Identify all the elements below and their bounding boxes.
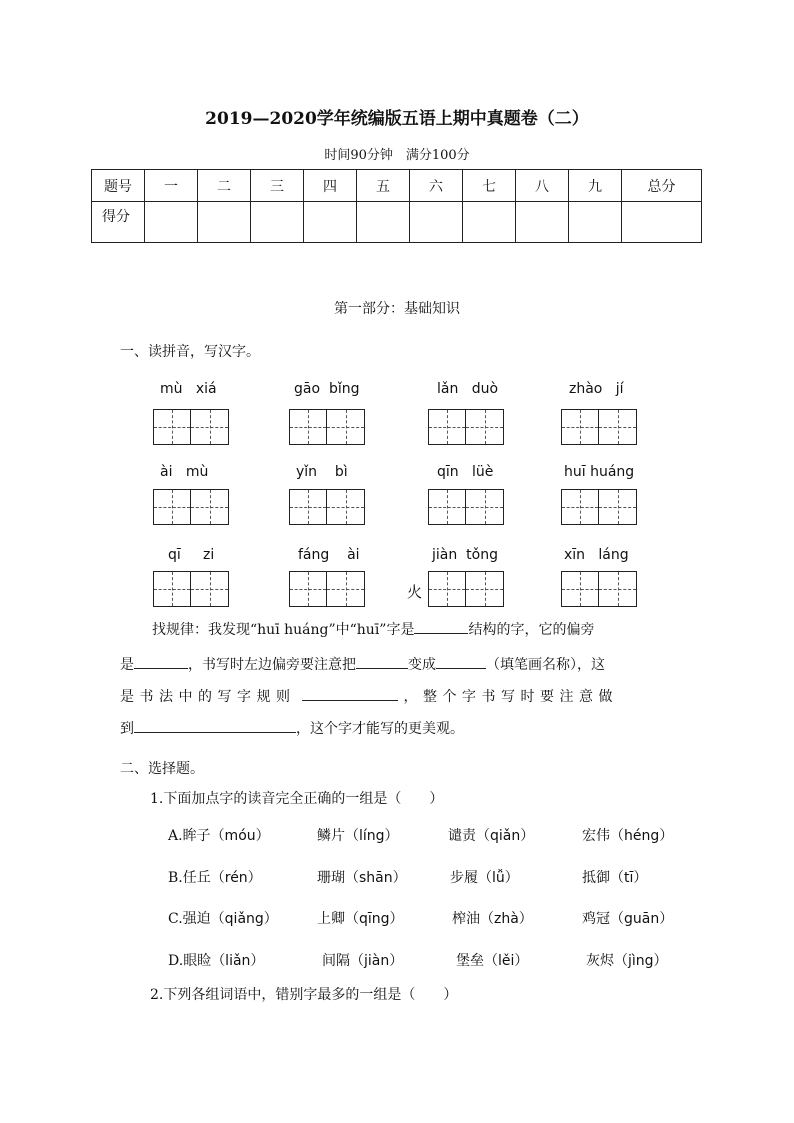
option-c[interactable]: C.强迫（qiǎng） [168, 911, 278, 927]
answer-blank[interactable] [356, 654, 408, 669]
score-header-cell: 五 [357, 170, 410, 202]
score-header-cell: 二 [198, 170, 251, 202]
score-header-cell: 七 [463, 170, 516, 202]
score-cell[interactable] [463, 202, 516, 243]
option-word: 珊瑚（shān） [317, 870, 407, 886]
tianzige-cell[interactable] [327, 409, 365, 445]
tianzige-cell[interactable] [466, 571, 504, 607]
pinyin-label: qīn lüè [437, 464, 494, 480]
score-cell[interactable] [569, 202, 622, 243]
score-cell[interactable] [516, 202, 569, 243]
pinyin-label: jiàn tǒng [432, 547, 498, 563]
tianzige-grid[interactable] [561, 571, 637, 607]
pinyin-label: xīn láng [564, 547, 629, 563]
option-word: 步履（lǚ） [450, 870, 519, 886]
tianzige-grid[interactable] [428, 409, 504, 445]
tianzige-cell[interactable] [153, 409, 191, 445]
score-cell[interactable] [304, 202, 357, 243]
option-word: 堡垒（lěi） [456, 953, 529, 969]
tianzige-grid[interactable] [561, 489, 637, 525]
tianzige-grid[interactable] [153, 489, 229, 525]
tianzige-grid[interactable] [153, 409, 229, 445]
pinyin-label: huī huáng [564, 464, 635, 480]
question-2-1: 1.下面加点字的读音完全正确的一组是（ ） [150, 791, 444, 807]
tianzige-grid[interactable] [153, 571, 229, 607]
pinyin-label: fáng ài [298, 547, 360, 563]
tianzige-cell[interactable] [289, 571, 327, 607]
score-cell[interactable] [145, 202, 198, 243]
option-word: 灰烬（jìng） [586, 953, 668, 969]
answer-blank[interactable] [134, 718, 296, 733]
tianzige-grid[interactable] [428, 489, 504, 525]
option-word: 上卿（qīng） [317, 911, 404, 927]
score-header-cell: 八 [516, 170, 569, 202]
option-word: 间隔（jiàn） [322, 953, 404, 969]
pinyin-label: ài mù [160, 464, 209, 480]
tianzige-cell[interactable] [599, 409, 637, 445]
tianzige-cell[interactable] [561, 409, 599, 445]
tianzige-cell[interactable] [191, 571, 229, 607]
tianzige-cell[interactable] [191, 409, 229, 445]
tianzige-grid[interactable] [428, 571, 504, 607]
exam-meta: 时间90分钟 满分100分 [324, 148, 470, 163]
tianzige-cell[interactable] [561, 571, 599, 607]
answer-blank[interactable] [414, 619, 468, 634]
score-cell[interactable] [251, 202, 304, 243]
pinyin-label: qī zi [168, 547, 215, 563]
rule-line-1: 找规律：我发现“huī huáng”中“huī”字是 结构的字，它的偏旁 [152, 619, 594, 640]
option-word: 鳞片（líng） [317, 828, 399, 844]
score-row-label: 得分 [92, 202, 145, 243]
tianzige-cell[interactable] [327, 571, 365, 607]
pinyin-label: mù xiá [160, 381, 217, 397]
tianzige-cell[interactable] [428, 409, 466, 445]
option-word: 抵御（tī） [582, 870, 648, 886]
tianzige-cell[interactable] [153, 489, 191, 525]
option-word: 榨油（zhà） [452, 911, 533, 927]
rule-line-2: 是 ，书写时左边偏旁要注意把 变成 （填笔画名称），这 [120, 654, 605, 675]
pinyin-label: zhào jí [569, 381, 624, 397]
page-title: 2019—2020学年统编版五语上期中真题卷（二） [205, 109, 589, 129]
tianzige-cell[interactable] [428, 489, 466, 525]
tianzige-cell[interactable] [289, 489, 327, 525]
answer-blank[interactable] [436, 654, 486, 669]
option-d[interactable]: D.眼睑（liǎn） [168, 953, 265, 969]
score-header-cell: 总分 [622, 170, 702, 202]
score-table-header-row [92, 170, 702, 202]
tianzige-cell[interactable] [327, 489, 365, 525]
score-cell[interactable] [622, 202, 702, 243]
tianzige-cell[interactable] [191, 489, 229, 525]
tianzige-grid[interactable] [561, 409, 637, 445]
score-cell[interactable] [410, 202, 463, 243]
tianzige-grid[interactable] [289, 409, 365, 445]
option-b[interactable]: B.任丘（rén） [168, 870, 262, 886]
rule-line-4: 到 ，这个字才能写的更美观。 [120, 718, 464, 739]
question-2-heading: 二、选择题。 [120, 761, 204, 777]
answer-blank[interactable] [134, 654, 188, 669]
tianzige-grid[interactable] [289, 489, 365, 525]
score-header-cell: 九 [569, 170, 622, 202]
pinyin-label: lǎn duò [437, 381, 499, 397]
section-title: 第一部分：基础知识 [334, 301, 460, 317]
pinyin-label: gāo bǐng [294, 381, 360, 397]
tianzige-cell[interactable] [599, 571, 637, 607]
score-header-cell: 一 [145, 170, 198, 202]
score-table [91, 169, 702, 243]
question-2-2: 2.下列各组词语中，错别字最多的一组是（ ） [150, 987, 458, 1003]
score-header-cell: 三 [251, 170, 304, 202]
score-header-cell: 六 [410, 170, 463, 202]
tianzige-cell[interactable] [289, 409, 327, 445]
tianzige-cell[interactable] [466, 409, 504, 445]
tianzige-cell[interactable] [153, 571, 191, 607]
tianzige-cell[interactable] [599, 489, 637, 525]
question-1-heading: 一、读拼音，写汉字。 [120, 344, 260, 360]
score-cell[interactable] [198, 202, 251, 243]
score-table-score-row [92, 202, 702, 243]
option-word: 谴责（qiǎn） [448, 828, 535, 844]
radical-hint: 火 [407, 583, 423, 601]
pinyin-label: yǐn bì [296, 464, 348, 480]
option-word: 鸡冠（guān） [582, 911, 674, 927]
answer-blank[interactable] [302, 686, 398, 701]
option-a[interactable]: A.眸子（móu） [168, 828, 270, 844]
score-header-cell: 题号 [92, 170, 145, 202]
score-header-cell: 四 [304, 170, 357, 202]
tianzige-cell[interactable] [466, 489, 504, 525]
tianzige-cell[interactable] [428, 571, 466, 607]
tianzige-grid[interactable] [289, 571, 365, 607]
tianzige-cell[interactable] [561, 489, 599, 525]
score-cell[interactable] [357, 202, 410, 243]
option-word: 宏伟（héng） [582, 828, 674, 844]
rule-line-3: 是书法中的写字规则 ，整个字书写时要注意做 [120, 686, 618, 707]
